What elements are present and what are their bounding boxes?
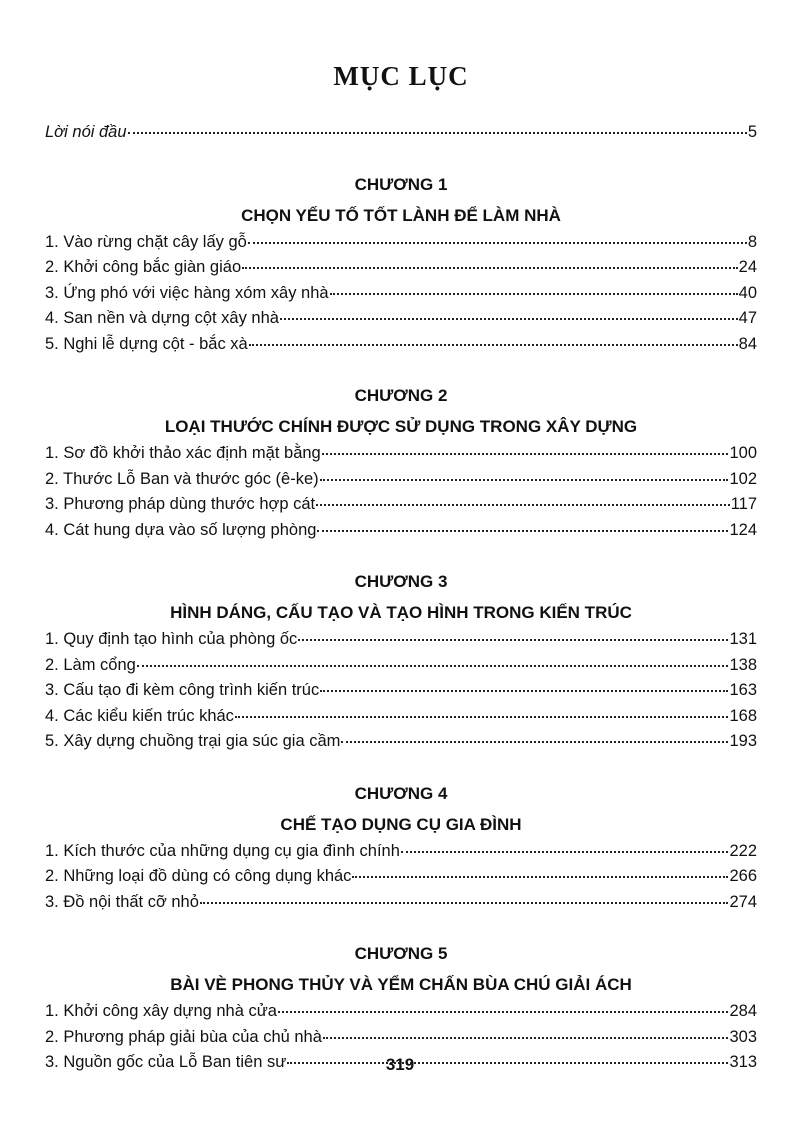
toc-entry-page: 47	[738, 309, 757, 327]
toc-entry[interactable]	[45, 467, 757, 493]
toc-entry-label: 1. Quy định tạo hình của phòng ốc	[45, 630, 298, 648]
toc-entry[interactable]	[45, 281, 757, 307]
dot-leader	[242, 267, 738, 269]
toc-entry[interactable]	[45, 306, 757, 332]
toc-entry[interactable]	[45, 999, 757, 1025]
toc-entry[interactable]	[45, 518, 757, 544]
toc-entry-page: 303	[729, 1027, 757, 1046]
toc-entry-label: 3. Ứng phó với việc hàng xóm xây nhà	[45, 283, 329, 302]
toc-entry-page: 138	[729, 655, 757, 674]
toc-entry-label: 2. Thước Lỗ Ban và thước góc (ê-ke)	[45, 469, 319, 488]
toc-entry-preface[interactable]	[45, 120, 757, 146]
chapter-number: CHƯƠNG 5	[354, 944, 448, 963]
dot-leader	[316, 504, 730, 506]
dot-leader	[248, 242, 747, 244]
toc-entry[interactable]	[45, 492, 757, 518]
chapter-number: CHƯƠNG 2	[354, 386, 448, 405]
toc-entry-page: 102	[729, 469, 757, 488]
toc-entry-label: 2. Phương pháp giải bùa của chủ nhà	[45, 1027, 322, 1046]
toc-entry-page: 5	[747, 123, 757, 141]
chapter-number: CHƯƠNG 4	[354, 783, 448, 803]
chapter-title: BÀI VÈ PHONG THỦY VÀ YỂM CHẤN BÙA CHÚ GIẢI ÁCH	[170, 975, 632, 994]
chapter-title: HÌNH DÁNG, CẤU TẠO VÀ TẠO HÌNH TRONG KIẾN TRÚC	[170, 603, 632, 622]
toc-entry[interactable]	[45, 704, 757, 730]
toc-entry-page: 40	[738, 283, 757, 302]
dot-leader	[200, 902, 729, 904]
chapter-title: CHỌN YẾU TỐ TỐT LÀNH ĐỂ LÀM NHÀ	[241, 205, 561, 225]
toc-entry-label: 3. Cấu tạo đi kèm công trình kiến trúc	[45, 681, 320, 699]
dot-leader	[322, 453, 729, 455]
toc-entry-label: 2. Làm cổng	[45, 655, 136, 674]
toc-entry-page: 163	[729, 681, 757, 699]
toc-entry[interactable]	[45, 890, 757, 916]
dot-leader	[341, 741, 728, 743]
chapter-number: CHƯƠNG 3	[354, 572, 448, 591]
toc-entry[interactable]	[45, 441, 757, 467]
toc-entry-page: 24	[738, 258, 757, 276]
chapter-section	[45, 781, 757, 916]
toc-entry-page: 168	[729, 706, 757, 725]
chapter-title: CHẾ TẠO DỤNG CỤ GIA ĐÌNH	[280, 814, 522, 834]
toc-entry-label: 4. Cát hung dựa vào số lượng phòng	[45, 520, 317, 539]
toc-entry-page: 117	[730, 495, 757, 513]
toc-entry-label: 2. Khởi công bắc giàn giáo	[45, 258, 242, 276]
dot-leader	[137, 665, 729, 667]
toc-entry-page: 84	[738, 334, 757, 353]
toc-entry-page: 131	[729, 630, 757, 648]
dot-leader	[320, 479, 729, 481]
toc-entry-page: 124	[729, 520, 757, 539]
dot-leader	[330, 293, 738, 295]
dot-leader	[317, 530, 728, 532]
toc-entry[interactable]	[45, 864, 757, 890]
dot-leader	[280, 318, 738, 320]
toc-entry[interactable]	[45, 627, 757, 653]
table-of-contents	[45, 58, 757, 1076]
toc-entry-page: 274	[729, 892, 757, 911]
chapter-title: LOẠI THƯỚC CHÍNH ĐƯỢC SỬ DỤNG TRONG XÂY DỰNG	[164, 417, 638, 436]
chapter-section	[45, 383, 757, 543]
toc-entry-page: 8	[747, 232, 757, 251]
toc-entry[interactable]	[45, 230, 757, 256]
toc-entry[interactable]	[45, 653, 757, 679]
toc-entry-page: 222	[729, 841, 757, 860]
toc-entry-label: 4. San nền và dựng cột xây nhà	[45, 309, 279, 327]
toc-entry-label: 3. Phương pháp dùng thước hợp cát	[45, 495, 316, 513]
toc-entry-label: 1. Vào rừng chặt cây lấy gỗ	[45, 232, 247, 251]
toc-entry-page: 266	[729, 867, 757, 885]
chapter-section	[45, 569, 757, 755]
toc-entry-page: 100	[729, 444, 757, 462]
toc-entry-label: 5. Nghi lễ dựng cột - bắc xà	[45, 334, 248, 353]
page-number: 319	[385, 1055, 415, 1074]
toc-entry-page: 193	[729, 732, 757, 750]
toc-entry-label: 1. Khởi công xây dựng nhà cửa	[45, 1002, 277, 1020]
toc-entry[interactable]	[45, 1025, 757, 1051]
toc-entry-page: 313	[729, 1053, 757, 1071]
dot-leader	[128, 132, 747, 134]
chapter-section	[45, 172, 757, 358]
toc-entry[interactable]	[45, 255, 757, 281]
dot-leader	[323, 1037, 729, 1039]
toc-entry-label: 4. Các kiểu kiến trúc khác	[45, 706, 234, 725]
toc-entry-label: 3. Đồ nội thất cỡ nhỏ	[45, 892, 199, 911]
dot-leader	[278, 1011, 729, 1013]
toc-entry-label: 5. Xây dựng chuồng trại gia súc gia cầm	[45, 732, 341, 750]
dot-leader	[320, 690, 728, 692]
toc-entry-label: 2. Những loại đồ dùng có công dụng khác	[45, 867, 352, 885]
toc-entry-page: 284	[729, 1002, 757, 1020]
toc-entry[interactable]	[45, 729, 757, 755]
toc-entry[interactable]	[45, 332, 757, 358]
toc-entry[interactable]	[45, 678, 757, 704]
dot-leader	[298, 639, 728, 641]
chapter-number: CHƯƠNG 1	[354, 174, 448, 194]
dot-leader	[249, 344, 738, 346]
dot-leader	[235, 716, 729, 718]
toc-entry-label: 1. Kích thước của những dụng cụ gia đình chính	[45, 841, 400, 860]
toc-entry-label: 1. Sơ đồ khởi thảo xác định mặt bằng	[45, 444, 321, 462]
dot-leader	[401, 851, 729, 853]
toc-entry-label: 3. Nguồn gốc của Lỗ Ban tiên sư	[45, 1053, 287, 1071]
toc-entry[interactable]	[45, 839, 757, 865]
page-title: MỤC LỤC	[333, 61, 469, 91]
toc-entry-label: Lời nói đầu	[45, 123, 127, 141]
dot-leader	[352, 876, 728, 878]
